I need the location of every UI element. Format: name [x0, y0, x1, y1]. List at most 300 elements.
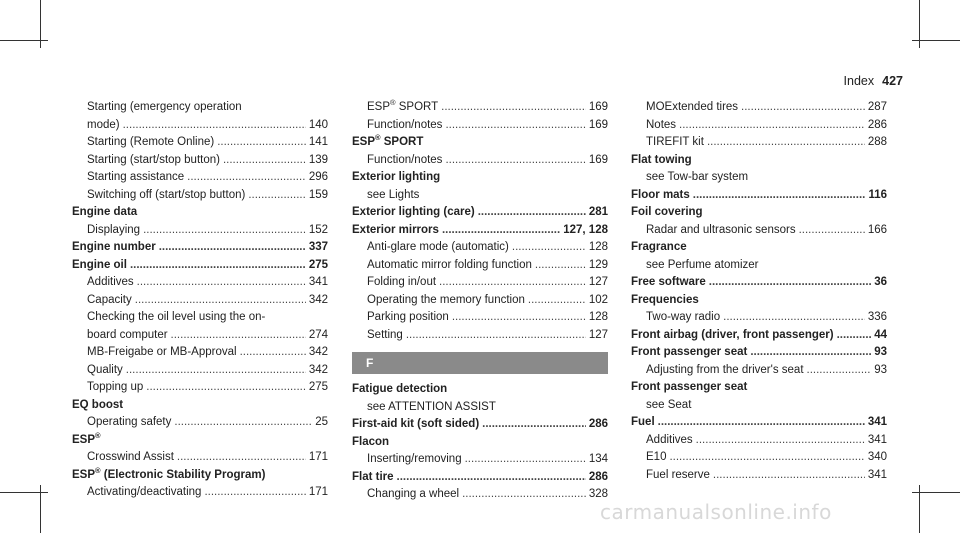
entry-term	[87, 328, 168, 343]
entry-term-text: Front passenger seat	[631, 346, 748, 358]
index-subentry	[631, 310, 887, 325]
index-subentry	[352, 240, 608, 255]
entry-term	[87, 415, 171, 430]
page-reference[interactable]: 102	[588, 293, 608, 306]
dot-leader	[223, 153, 306, 168]
entry-term	[646, 363, 804, 378]
entry-term-text: see Lights	[367, 188, 420, 201]
index-entry	[352, 223, 608, 238]
page-reference[interactable]: 169	[588, 118, 608, 131]
page-reference[interactable]: 342	[308, 363, 328, 376]
index-entry	[72, 398, 328, 413]
index-subentry	[631, 118, 887, 133]
index-column-2	[352, 100, 608, 505]
page-reference[interactable]: 44	[874, 328, 887, 341]
page-reference[interactable]: 275	[308, 381, 328, 393]
entry-term-text: Fatigue detection	[352, 383, 448, 395]
entry-term	[367, 188, 419, 203]
entry-term	[646, 100, 738, 115]
entry-term	[367, 153, 442, 168]
entry-term-text: Exterior mirrors	[352, 223, 439, 236]
entry-term	[367, 275, 436, 290]
registered-mark: ®	[95, 465, 101, 475]
entry-term-text: Function/notes	[367, 153, 443, 166]
index-entry	[352, 435, 608, 450]
entry-term	[367, 240, 509, 255]
index-subentry	[631, 363, 887, 378]
entry-term-text: Front passenger seat	[631, 381, 748, 393]
entry-term	[352, 135, 423, 150]
page-reference[interactable]: 93	[874, 363, 887, 376]
entry-term-text: Capacity	[87, 293, 132, 306]
page-reference[interactable]: 128	[588, 241, 608, 253]
entry-term-text: Switching off (start/stop button)	[87, 188, 246, 201]
index-subentry	[631, 450, 887, 465]
entry-term-text: Starting (start/stop button)	[87, 153, 220, 166]
page-reference[interactable]: 340	[867, 451, 887, 463]
entry-term	[646, 398, 691, 413]
entry-term-text: Fuel reserve	[646, 468, 710, 481]
page-reference[interactable]: 171	[308, 486, 328, 498]
entry-term-text: Radar and ultrasonic sensors	[646, 223, 796, 236]
page-reference[interactable]: 25	[315, 416, 328, 428]
entry-term-text: Frequencies	[631, 293, 699, 306]
dot-leader	[750, 345, 871, 360]
page-reference[interactable]: 341	[308, 276, 328, 288]
dot-leader	[807, 363, 872, 378]
entry-term	[87, 170, 184, 185]
entry-term	[646, 258, 759, 273]
entry-term	[352, 223, 439, 238]
dot-leader	[837, 328, 872, 343]
index-subentry	[631, 398, 887, 413]
entry-term-text: E10	[646, 451, 667, 463]
entry-term-text: Exterior lighting	[352, 171, 441, 183]
page-reference[interactable]: 166	[867, 223, 887, 236]
entry-term	[367, 293, 525, 308]
entry-term-text: Two-way radio	[646, 311, 721, 323]
entry-term	[72, 205, 137, 220]
index-subentry	[72, 153, 328, 168]
dot-leader	[535, 258, 586, 273]
entry-term	[631, 380, 747, 395]
page-reference[interactable]: 129	[588, 258, 608, 271]
index-entry	[352, 382, 608, 397]
page-reference[interactable]: 342	[308, 346, 328, 358]
entry-term-text: see Tow-bar system	[646, 171, 749, 183]
page-number: 427	[882, 74, 903, 88]
header-title: Index	[843, 74, 875, 88]
entry-term-suffix: (Electronic Stability Program)	[100, 468, 266, 481]
page-reference[interactable]: 152	[308, 223, 328, 236]
index-subentry	[72, 415, 328, 430]
entry-term-text: MOExtended tires	[646, 101, 739, 113]
index-subentry	[72, 363, 328, 378]
entry-term-text: ESP	[352, 136, 376, 148]
entry-term-text: Fragrance	[631, 241, 687, 253]
page-reference[interactable]: 296	[308, 171, 328, 183]
entry-term	[631, 205, 703, 220]
dot-leader	[217, 135, 306, 150]
index-entry	[72, 240, 328, 255]
dot-leader	[123, 118, 306, 133]
page-reference[interactable]: 171	[308, 451, 328, 463]
dot-leader	[478, 205, 586, 220]
entry-term-text: Activating/deactivating	[87, 486, 202, 498]
dot-leader	[693, 188, 866, 203]
entry-term-text: Additives	[87, 276, 134, 288]
entry-term	[87, 188, 245, 203]
page-reference[interactable]: 286	[867, 118, 887, 131]
entry-term	[87, 345, 237, 360]
dot-leader	[445, 118, 585, 133]
entry-term	[87, 118, 120, 133]
index-subentry	[72, 450, 328, 465]
entry-term	[87, 380, 143, 395]
entry-term-text: Parking position	[367, 311, 449, 323]
entry-term-text: Engine number	[72, 241, 156, 253]
entry-term-text: Operating the memory function	[367, 293, 525, 306]
page-reference[interactable]: 341	[867, 468, 887, 481]
index-entry	[631, 328, 887, 343]
entry-term-text: ESP	[72, 433, 96, 446]
dot-leader	[137, 275, 306, 290]
page-reference[interactable]: 286	[588, 470, 608, 483]
entry-term	[87, 293, 132, 308]
entry-term-suffix: SPORT	[395, 101, 439, 113]
page-reference[interactable]: 128	[588, 311, 608, 323]
entry-term-text: First-aid kit (soft sided)	[352, 418, 480, 430]
index-subentry	[72, 135, 328, 150]
entry-term	[72, 465, 266, 483]
entry-term-text: Automatic mirror folding function	[367, 258, 532, 271]
entry-term-text: Engine oil	[72, 258, 127, 271]
entry-term	[646, 468, 710, 483]
index-subentry	[631, 223, 887, 238]
index-subentry	[72, 310, 328, 325]
dot-leader	[445, 153, 585, 168]
entry-term-text: see Seat	[646, 398, 692, 411]
entry-term-text: MB-Freigabe or MB-Approval	[87, 346, 237, 358]
entry-term	[631, 328, 834, 343]
entry-term	[87, 310, 265, 325]
entry-term	[631, 240, 687, 255]
dot-leader	[143, 223, 306, 238]
entry-term-text: Folding in/out	[367, 276, 437, 288]
entry-term	[646, 118, 676, 133]
index-entry	[631, 240, 887, 255]
dot-leader	[135, 293, 306, 308]
page-reference[interactable]: 93	[874, 346, 887, 358]
index-subentry	[631, 100, 887, 115]
index-subentry	[631, 258, 887, 273]
page-reference[interactable]: 141	[308, 136, 328, 148]
entry-term	[631, 188, 690, 203]
index-subentry	[352, 188, 608, 203]
entry-term-text: Fuel	[631, 416, 655, 428]
entry-term	[72, 258, 127, 273]
entry-term	[631, 415, 655, 430]
entry-term	[646, 310, 720, 325]
dot-leader	[452, 310, 586, 325]
index-subentry	[352, 400, 608, 415]
index-entry	[631, 275, 887, 290]
entry-term	[646, 433, 693, 448]
entry-term-text: ESP	[367, 101, 391, 113]
index-subentry	[631, 433, 887, 448]
entry-term-text: Adjusting from the driver's seat	[646, 363, 804, 376]
entry-term-text: Starting (emergency operation	[87, 101, 242, 113]
index-entry	[352, 417, 608, 432]
entry-term	[367, 400, 496, 415]
index-entry	[631, 415, 887, 430]
index-subentry	[72, 100, 328, 115]
dot-leader	[204, 485, 305, 500]
index-subentry	[352, 452, 608, 467]
entry-term-text: Foil covering	[631, 206, 703, 218]
page-reference[interactable]: 36	[874, 276, 887, 288]
entry-term	[646, 450, 666, 465]
index-entry	[631, 345, 887, 360]
index-subentry	[72, 380, 328, 395]
index-subentry	[72, 293, 328, 308]
entry-term-text: Starting assistance	[87, 171, 185, 183]
index-subentry	[72, 188, 328, 203]
dot-leader	[482, 417, 586, 432]
entry-term	[631, 345, 747, 360]
index-entry	[631, 188, 887, 203]
entry-term-text: Flat tire	[352, 470, 394, 483]
index-subentry	[352, 118, 608, 133]
entry-term	[87, 153, 220, 168]
entry-term	[87, 100, 242, 115]
page-reference[interactable]: 328	[588, 488, 608, 500]
index-subentry	[72, 275, 328, 290]
index-subentry	[72, 328, 328, 343]
registered-mark: ®	[390, 98, 396, 108]
page-reference[interactable]: 274	[308, 328, 328, 341]
dot-leader	[669, 450, 864, 465]
entry-term-text: Operating safety	[87, 416, 172, 428]
page-reference[interactable]: 127, 128	[563, 223, 608, 236]
entry-term	[646, 170, 748, 185]
index-subentry	[631, 468, 887, 483]
entry-term	[87, 485, 201, 500]
page-reference[interactable]: 159	[308, 188, 328, 201]
dot-leader	[159, 240, 306, 255]
index-subentry	[631, 170, 887, 185]
entry-term	[72, 430, 101, 448]
entry-term	[87, 135, 214, 150]
dot-leader	[177, 450, 306, 465]
entry-term	[352, 205, 475, 220]
entry-term-suffix: SPORT	[380, 136, 424, 148]
dot-leader	[679, 118, 865, 133]
entry-term	[72, 240, 156, 255]
entry-term	[367, 118, 442, 133]
registered-mark: ®	[375, 133, 381, 143]
entry-term-text: Floor mats	[631, 188, 690, 201]
watermark: carmanualsonline.info	[600, 500, 832, 524]
entry-term-text: board computer	[87, 328, 168, 341]
page-reference[interactable]: 127	[588, 276, 608, 288]
page-reference[interactable]: 342	[308, 293, 328, 306]
entry-term-text: Exterior lighting (care)	[352, 206, 475, 218]
entry-term-text: Flat towing	[631, 153, 692, 166]
entry-term-text: TIREFIT kit	[646, 136, 704, 148]
entry-term	[646, 135, 704, 150]
entry-term	[352, 470, 394, 485]
entry-term-text: Free software	[631, 276, 706, 288]
entry-term	[87, 223, 140, 238]
dot-leader	[240, 345, 306, 360]
dot-leader	[442, 223, 560, 238]
page-reference[interactable]: 134	[588, 453, 608, 465]
entry-term	[631, 293, 699, 308]
page-reference[interactable]: 341	[867, 416, 887, 428]
entry-term	[646, 223, 796, 238]
crop-mark	[0, 40, 48, 41]
dot-leader	[146, 380, 306, 395]
entry-term	[87, 450, 174, 465]
entry-term-text: Starting (Remote Online)	[87, 136, 215, 148]
dot-leader	[130, 258, 306, 273]
dot-leader	[707, 135, 865, 150]
index-entry	[631, 153, 887, 168]
index-subentry	[352, 487, 608, 502]
index-subentry	[631, 135, 887, 150]
entry-term-text: EQ boost	[72, 398, 124, 411]
page-reference[interactable]: 286	[588, 418, 608, 430]
entry-term-text: Setting	[367, 328, 403, 341]
dot-leader	[799, 223, 865, 238]
dot-leader	[723, 310, 865, 325]
crop-mark	[912, 492, 960, 493]
index-entry	[631, 380, 887, 395]
index-column-2-bottom	[352, 382, 608, 502]
index-subentry	[352, 258, 608, 273]
entry-term	[367, 487, 459, 502]
entry-term	[367, 100, 438, 115]
crop-mark	[0, 492, 48, 493]
crop-mark	[912, 40, 960, 41]
index-subentry	[352, 153, 608, 168]
index-subentry	[352, 100, 608, 115]
page-reference[interactable]: 287	[867, 101, 887, 113]
index-entry	[72, 430, 328, 448]
page-reference[interactable]: 288	[867, 136, 887, 148]
entry-term	[367, 328, 403, 343]
page-reference[interactable]: 337	[308, 241, 328, 253]
page-reference[interactable]: 139	[308, 153, 328, 166]
entry-term-text: see Perfume atomizer	[646, 258, 759, 271]
dot-leader	[439, 275, 586, 290]
index-subentry	[352, 293, 608, 308]
entry-term	[352, 170, 440, 185]
dot-leader	[248, 188, 306, 203]
page-reference[interactable]: 116	[868, 188, 887, 201]
page-reference[interactable]: 127	[588, 328, 608, 341]
index-entry	[352, 170, 608, 185]
index-entry	[352, 135, 608, 150]
dot-leader	[696, 433, 865, 448]
page-reference[interactable]: 169	[588, 101, 608, 113]
page-reference[interactable]: 336	[867, 311, 887, 323]
section-letter-f: F	[352, 352, 608, 374]
entry-term-text: Checking the oil level using the on-	[87, 311, 266, 323]
entry-term	[352, 417, 479, 432]
entry-term-text: Displaying	[87, 223, 141, 236]
index-column-1	[72, 100, 328, 503]
index-subentry	[72, 223, 328, 238]
dot-leader	[174, 415, 312, 430]
index-subentry	[72, 118, 328, 133]
index-subentry	[72, 485, 328, 500]
entry-term-text: Changing a wheel	[367, 488, 460, 500]
dot-leader	[658, 415, 865, 430]
entry-term-text: see ATTENTION ASSIST	[367, 400, 496, 413]
entry-term-text: Engine data	[72, 206, 138, 218]
entry-term-text: Inserting/removing	[367, 453, 462, 465]
entry-term	[352, 435, 389, 450]
entry-term-text: Function/notes	[367, 118, 443, 131]
page-reference[interactable]: 169	[588, 153, 608, 166]
page-reference[interactable]: 275	[308, 258, 328, 271]
entry-term-text: Notes	[646, 118, 677, 131]
entry-term	[87, 363, 123, 378]
dot-leader	[397, 470, 586, 485]
index-subentry	[352, 328, 608, 343]
dot-leader	[462, 487, 586, 502]
entry-term	[72, 398, 123, 413]
dot-leader	[465, 452, 586, 467]
index-entry	[631, 205, 887, 220]
entry-term-text: ESP	[72, 468, 96, 481]
dot-leader	[187, 170, 306, 185]
index-column-3	[631, 100, 887, 485]
entry-term-text: Anti-glare mode (automatic)	[367, 241, 509, 253]
index-entry	[352, 205, 608, 220]
entry-term-text: Topping up	[87, 381, 144, 393]
entry-term-text: Flacon	[352, 435, 390, 448]
entry-term-text: Additives	[646, 433, 693, 446]
dot-leader	[441, 100, 586, 115]
page-reference[interactable]: 341	[867, 433, 887, 446]
dot-leader	[171, 328, 306, 343]
page-header	[844, 74, 903, 88]
index-column-2-top	[352, 100, 608, 342]
dot-leader	[709, 275, 871, 290]
dot-leader	[741, 100, 865, 115]
index-entry	[72, 465, 328, 483]
entry-term	[367, 310, 449, 325]
registered-mark: ®	[95, 430, 101, 440]
index-entry	[72, 205, 328, 220]
page-reference[interactable]: 140	[308, 118, 328, 131]
entry-term-text: Quality	[87, 363, 123, 376]
index-entry	[72, 258, 328, 273]
entry-term	[352, 382, 447, 397]
dot-leader	[528, 293, 586, 308]
entry-term	[367, 452, 462, 467]
dot-leader	[512, 240, 586, 255]
entry-term-text: Front airbag (driver, front passenger)	[631, 328, 834, 341]
dot-leader	[713, 468, 865, 483]
page-reference[interactable]: 281	[588, 206, 608, 218]
index-subentry	[352, 310, 608, 325]
entry-term	[367, 258, 532, 273]
entry-term	[631, 275, 706, 290]
